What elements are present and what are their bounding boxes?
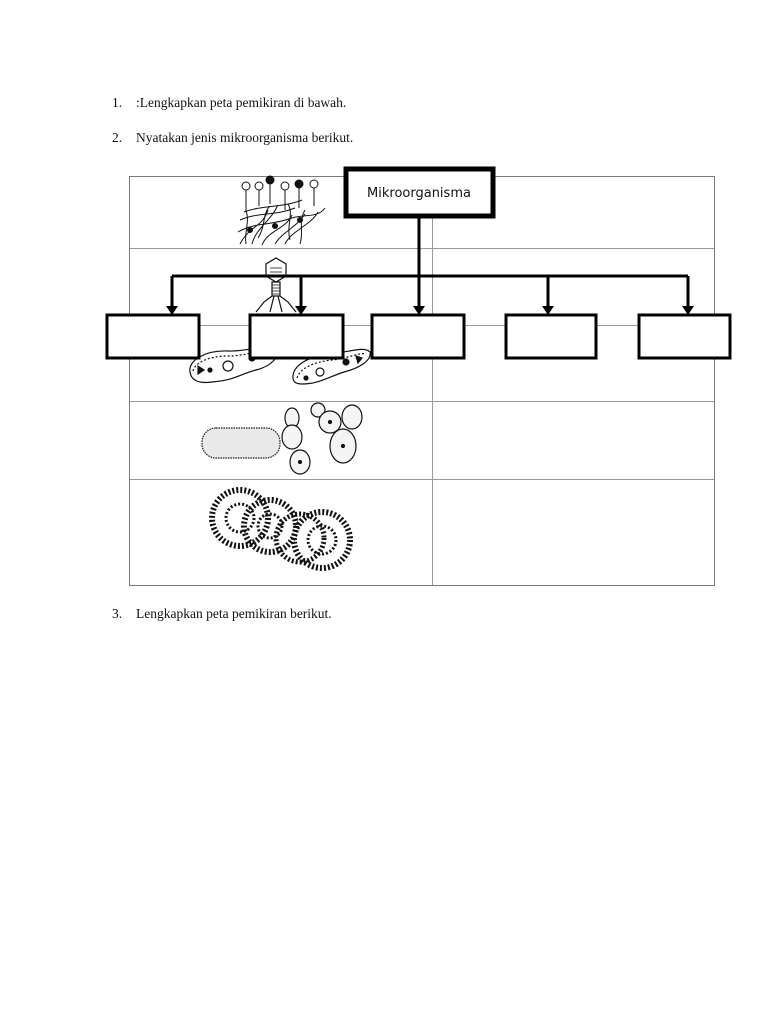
- question-1-text: :Lengkapkan peta pemikiran di bawah.: [136, 95, 347, 110]
- question-3-number: 3.: [112, 606, 123, 621]
- question-3-text: Lengkapkan peta pemikiran berikut.: [136, 606, 332, 621]
- question-2-text: Nyatakan jenis mikroorganisma berikut.: [136, 130, 354, 145]
- bacteria-yeast-icon: [202, 403, 362, 474]
- answer-box-1[interactable]: [107, 315, 199, 358]
- root-box-label: Mikroorganisma: [367, 186, 471, 201]
- answer-box-5[interactable]: [639, 315, 730, 358]
- answer-box-4[interactable]: [506, 315, 596, 358]
- question-2-number: 2.: [112, 130, 123, 145]
- virus-bacteriophage-icon: [256, 258, 296, 312]
- fungus-mold-icon: [238, 176, 325, 245]
- algae-colony-icon: [212, 490, 350, 568]
- question-1-number: 1.: [112, 95, 123, 110]
- answer-box-3[interactable]: [372, 315, 464, 358]
- question-3: [112, 606, 332, 622]
- answer-box-2[interactable]: [250, 315, 343, 358]
